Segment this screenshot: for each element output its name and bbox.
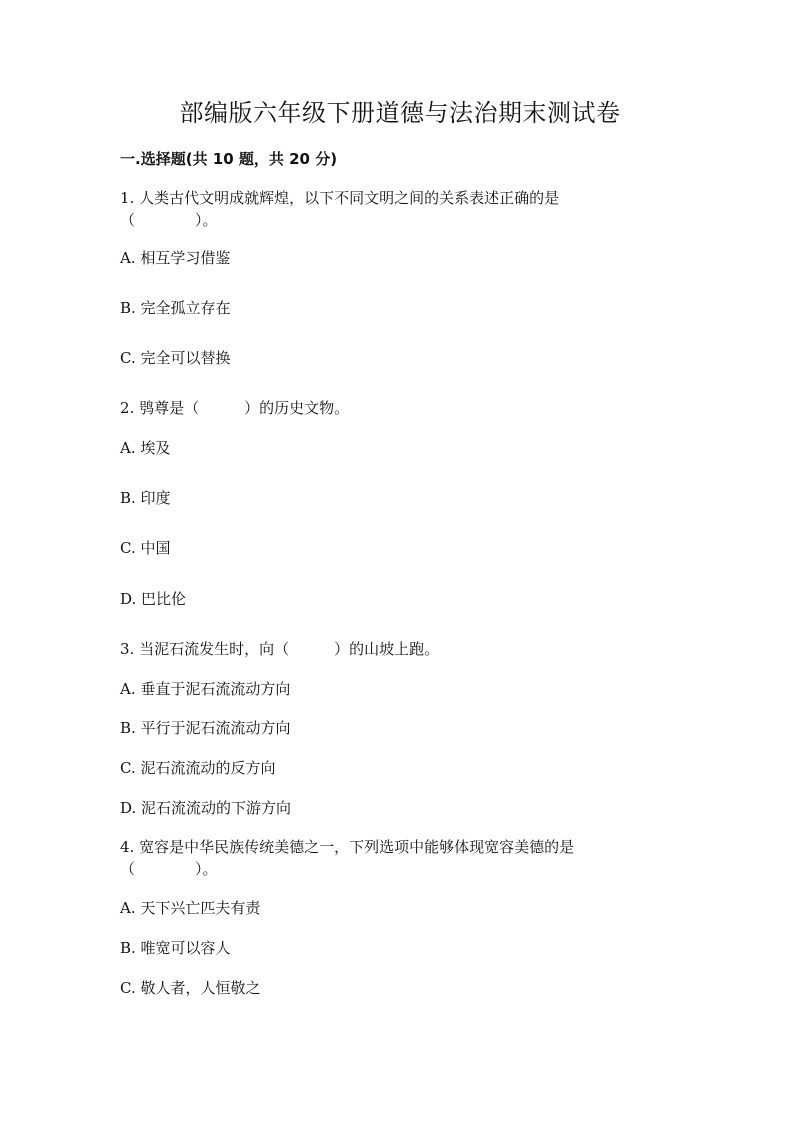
question-2-option-c: C. 中国 (120, 539, 171, 557)
question-1-stem: 1. 人类古代文明成就辉煌，以下不同文明之间的关系表述正确的是 (120, 189, 560, 207)
question-4-option-c: C. 敬人者，人恒敬之 (120, 979, 261, 997)
question-1-blank: （ ）。 (120, 211, 218, 229)
question-1-option-b: B. 完全孤立存在 (120, 299, 231, 317)
question-4-option-a: A. 天下兴亡匹夫有责 (120, 899, 261, 917)
question-2-option-a: A. 埃及 (120, 439, 171, 457)
section-heading: 一.选择题(共 10 题，共 20 分) (120, 150, 338, 168)
question-2-option-d: D. 巴比伦 (120, 590, 187, 608)
question-3-stem: 3. 当泥石流发生时，向（ ）的山坡上跑。 (120, 640, 440, 658)
question-4-stem: 4. 宽容是中华民族传统美德之一，下列选项中能够体现宽容美德的是 (120, 838, 575, 856)
question-3-option-c: C. 泥石流流动的反方向 (120, 759, 276, 777)
question-1-option-a: A. 相互学习借鉴 (120, 249, 231, 267)
question-3-option-d: D. 泥石流流动的下游方向 (120, 799, 292, 817)
question-3-option-b: B. 平行于泥石流流动方向 (120, 719, 291, 737)
question-4-option-b: B. 唯宽可以容人 (120, 939, 231, 957)
question-3-option-a: A. 垂直于泥石流流动方向 (120, 680, 291, 698)
page-title: 部编版六年级下册道德与法治期末测试卷 (179, 99, 621, 127)
question-4-blank: （ ）。 (120, 860, 218, 878)
question-2-stem: 2. 鸮尊是（ ）的历史文物。 (120, 399, 350, 417)
question-2-option-b: B. 印度 (120, 489, 171, 507)
question-1-option-c: C. 完全可以替换 (120, 349, 231, 367)
